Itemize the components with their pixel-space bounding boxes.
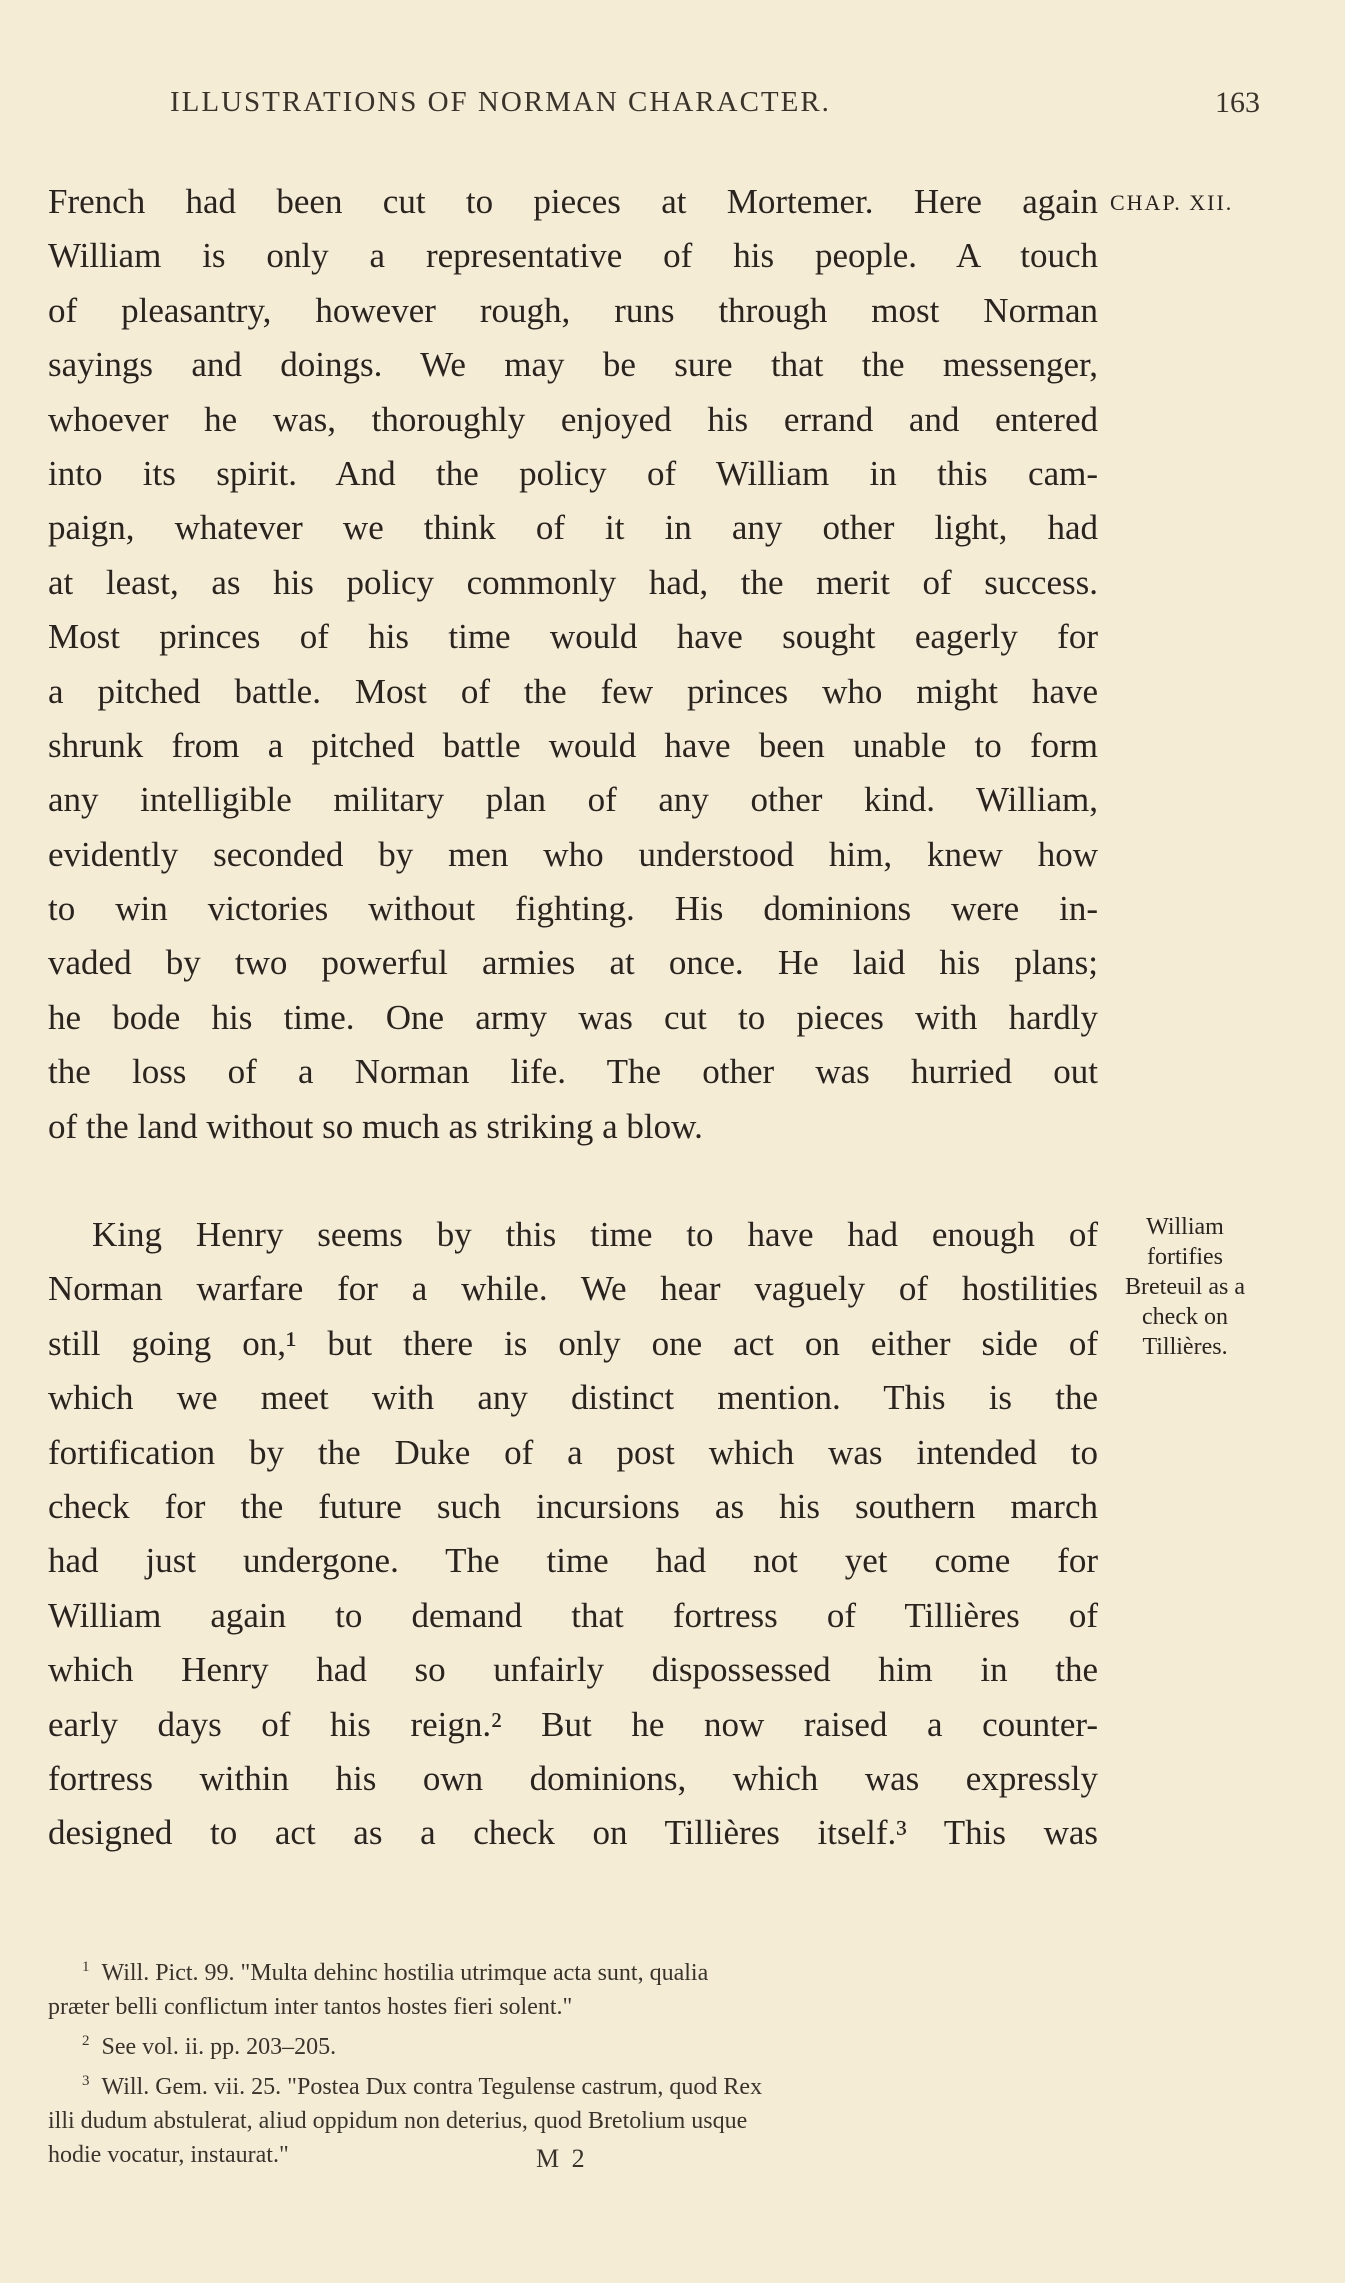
text-line: French had been cut to pieces at Mortemer. Here again — [48, 182, 1098, 221]
footnote-line: hodie vocatur, instaurat." — [48, 2142, 289, 2168]
footnote-1 — [48, 1950, 1228, 2024]
text-line: of pleasantry, however rough, runs through most Norman — [48, 290, 1098, 330]
text-line: vaded by two powerful armies at once. He laid his plans; — [48, 943, 1098, 983]
text-line: designed to act as a check on Tillières itself.³ This was — [48, 1813, 1098, 1853]
text-line: early days of his reign.² But he now raised a counter- — [48, 1704, 1098, 1744]
text-line: King Henry seems by this time to have had enough of — [92, 1215, 1098, 1254]
printer-signature: M 2 — [536, 2144, 588, 2173]
text-line: of the land without so much as striking a blow. — [48, 1106, 703, 1146]
text-line: check for the future such incursions as his southern march — [48, 1486, 1098, 1526]
topic-marginal-note: William fortifies Breteuil as a check on Tillières. — [1125, 1214, 1245, 1360]
text-line: which Henry had so unfairly dispossessed him in the — [48, 1650, 1098, 1690]
text-line: sayings and doings. We may be sure that the messenger, — [48, 345, 1098, 385]
text-line: a pitched battle. Most of the few princes who might have — [48, 671, 1098, 711]
text-line: William again to demand that fortress of Tillières of — [48, 1595, 1098, 1635]
footnote-line: See vol. ii. pp. 203–205. — [101, 2034, 337, 2060]
footnote-line: illi dudum abstulerat, aliud oppidum non deterius, quod Bretolium usque — [48, 2108, 748, 2134]
footnote-line: Will. Gem. vii. 25. "Postea Dux contra Tegulense castrum, quod Rex — [101, 2074, 763, 2100]
text-line: he bode his time. One army was cut to pieces with hardly — [48, 997, 1098, 1037]
footnote-marker: 2 — [82, 2033, 90, 2049]
footnotes — [48, 1950, 1228, 2172]
text-line: the loss of a Norman life. The other was hurried out — [48, 1052, 1098, 1092]
footnote-3 — [48, 2064, 1228, 2172]
text-line: into its spirit. And the policy of William in this cam- — [48, 453, 1098, 493]
text-line: had just undergone. The time had not yet come for — [48, 1541, 1098, 1581]
paragraph-2 — [48, 1208, 1098, 1861]
footnote-2 — [48, 2024, 1228, 2064]
text-line: any intelligible military plan of any other kind. William, — [48, 780, 1098, 820]
text-line: shrunk from a pitched battle would have been unable to form — [48, 725, 1098, 765]
text-line: paign, whatever we think of it in any other light, had — [48, 508, 1098, 548]
text-line: Most princes of his time would have sought eagerly for — [48, 617, 1098, 657]
text-line: whoever he was, thoroughly enjoyed his errand and entered — [48, 399, 1098, 439]
text-line: which we meet with any distinct mention. This is the — [48, 1378, 1098, 1418]
paragraph-1 — [48, 175, 1098, 1154]
footnote-line: præter belli conflictum inter tantos hostes fieri solent." — [48, 1994, 573, 2020]
text-line: fortress within his own dominions, which was expressly — [48, 1758, 1098, 1798]
text-line: at least, as his policy commonly had, the merit of success. — [48, 562, 1098, 602]
text-line: Norman warfare for a while. We hear vaguely of hostilities — [48, 1269, 1098, 1309]
text-line: fortification by the Duke of a post which was intended to — [48, 1432, 1098, 1472]
text-line: evidently seconded by men who understood him, knew how — [48, 834, 1098, 874]
text-line: still going on,¹ but there is only one act on either side of — [48, 1323, 1098, 1363]
text-line: William is only a representative of his people. A touch — [48, 236, 1098, 276]
text-line: to win victories without fighting. His dominions were in- — [48, 889, 1098, 929]
running-title: ILLUSTRATIONS OF NORMAN CHARACTER. — [170, 86, 831, 118]
footnote-marker: 3 — [82, 2073, 90, 2089]
footnote-marker: 1 — [82, 1959, 90, 1975]
chapter-marginal-note: CHAP. XII. — [1110, 190, 1234, 215]
footnote-line: Will. Pict. 99. "Multa dehinc hostilia utrimque acta sunt, qualia — [101, 1960, 709, 1986]
running-head — [170, 86, 1260, 126]
page-number: 163 — [1215, 86, 1260, 119]
